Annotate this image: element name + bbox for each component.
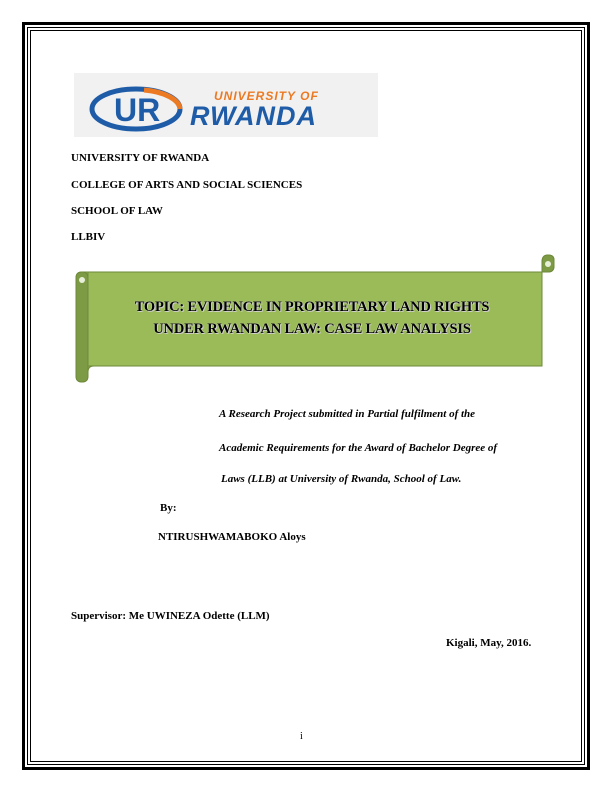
topic-title [82,296,542,340]
logo-monogram: UR [114,92,161,128]
school-name: SCHOOL OF LAW [71,205,163,217]
submission-line-2: Academic Requirements for the Award of Bachelor Degree of [219,442,498,454]
submission-line-3: Laws (LLB) at University of Rwanda, School of Law. [221,473,462,485]
page-border-inner [30,30,582,762]
page-number: i [300,731,303,742]
college-name: COLLEGE OF ARTS AND SOCIAL SCIENCES [71,179,303,191]
topic-line-2: UNDER RWANDAN LAW: CASE LAW ANALYSIS [153,321,471,337]
topic-line-1: TOPIC: EVIDENCE IN PROPRIETARY LAND RIGHTS [134,299,490,315]
by-label: By: [160,502,177,514]
university-name: UNIVERSITY OF RWANDA [71,152,210,164]
logo-big-text: RWANDA [190,101,317,131]
study-level: LLBIV [71,231,106,243]
submission-line-1: A Research Project submitted in Partial fulfilment of the [219,408,476,420]
logo-small-text: UNIVERSITY OF [214,89,319,103]
supervisor: Supervisor: Me UWINEZA Odette (LLM) [71,610,270,622]
university-logo [74,73,378,137]
author-name: NTIRUSHWAMABOKO Aloys [158,531,306,543]
place-date: Kigali, May, 2016. [446,637,532,649]
